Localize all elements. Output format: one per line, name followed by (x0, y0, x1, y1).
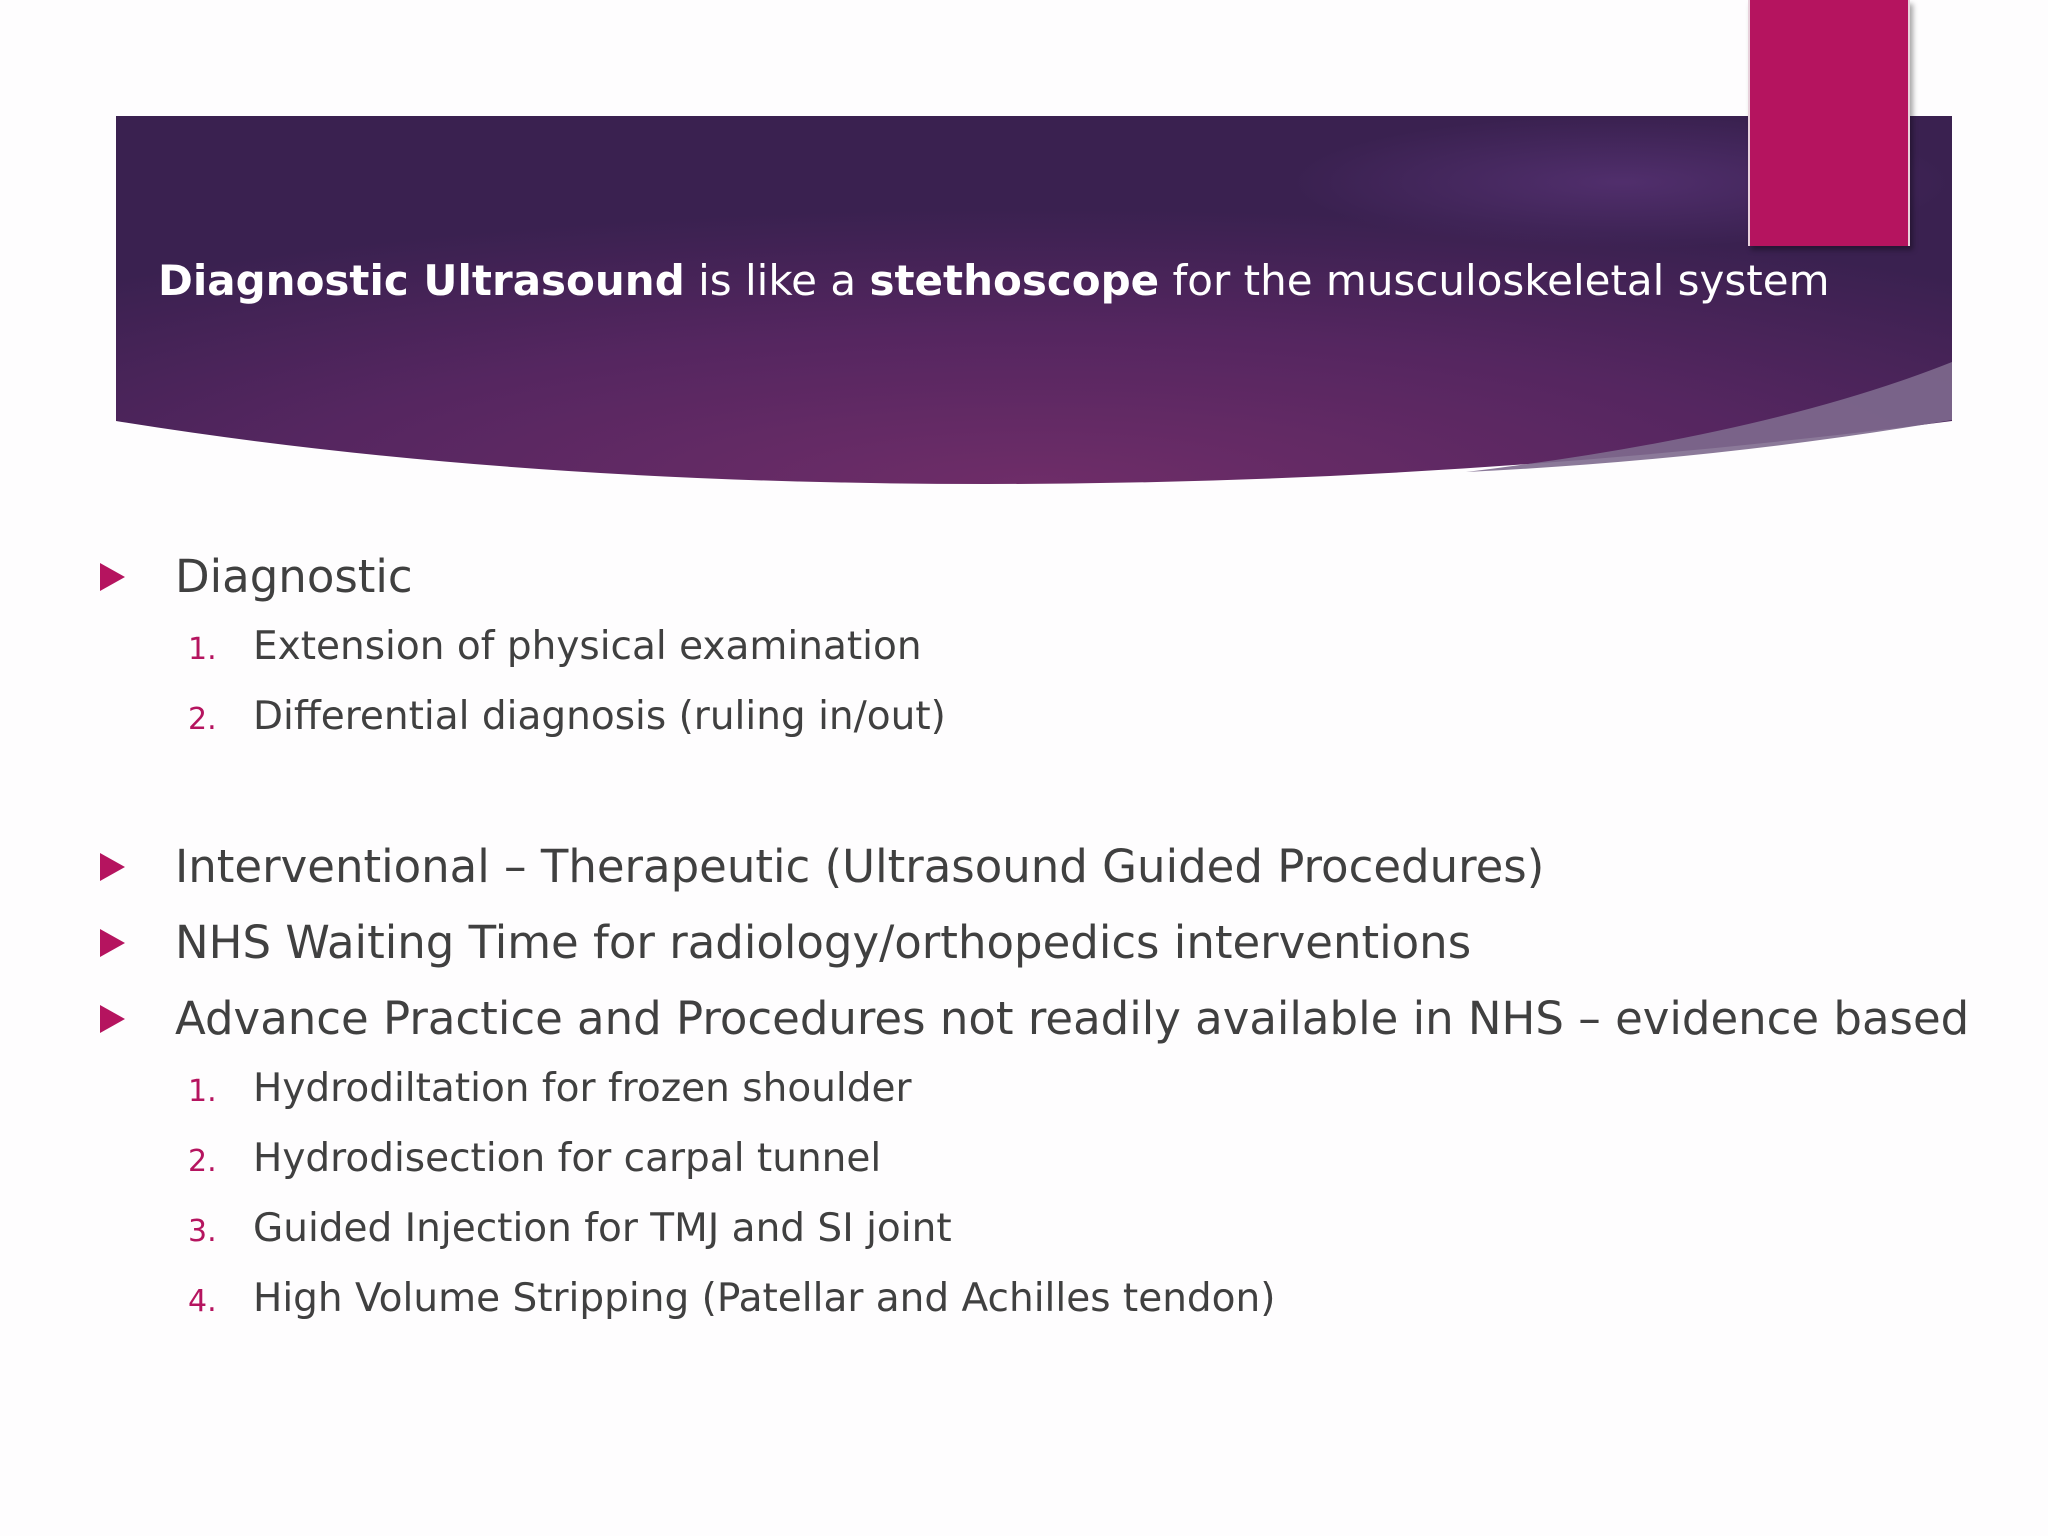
bullet-interventional (100, 840, 1544, 893)
subitem (188, 1206, 952, 1251)
title-text-2: is like a (684, 256, 870, 305)
subitem-text: Extension of physical examination (253, 624, 922, 669)
bullet-text: NHS Waiting Time for radiology/orthopedics interventions (175, 916, 1472, 969)
subitem-text: Hydrodiltation for frozen shoulder (253, 1066, 912, 1111)
subitem (188, 694, 946, 739)
subitem-number: 1. (188, 632, 217, 667)
triangle-right-icon (100, 853, 125, 881)
subitem-text: Guided Injection for TMJ and SI joint (253, 1206, 952, 1251)
title-text-4: for the musculoskeletal system (1159, 256, 1830, 305)
subitem (188, 1136, 881, 1181)
triangle-right-icon (100, 929, 125, 957)
bullet-nhs-waiting (100, 916, 1471, 969)
subitem-text: Hydrodisection for carpal tunnel (253, 1136, 882, 1181)
bullet-text: Interventional – Therapeutic (Ultrasound Guided Procedures) (175, 840, 1545, 893)
subitem (188, 624, 922, 669)
subitem-number: 2. (188, 702, 217, 737)
bullet-text: Advance Practice and Procedures not readily available in NHS – evidence based (175, 992, 1970, 1045)
subitem-number: 2. (188, 1144, 217, 1179)
subitem-text: Differential diagnosis (ruling in/out) (253, 694, 946, 739)
subitem-number: 1. (188, 1074, 217, 1109)
bullet-text: Diagnostic (175, 550, 413, 603)
subitem-number: 4. (188, 1284, 217, 1319)
triangle-right-icon (100, 1005, 125, 1033)
bullet-advance-practice (100, 992, 1969, 1045)
subitem-number: 3. (188, 1214, 217, 1249)
subitem-text: High Volume Stripping (Patellar and Achilles tendon) (253, 1276, 1276, 1321)
subitem (188, 1276, 1275, 1321)
title-bold-3: stethoscope (869, 256, 1160, 305)
title-bold-1: Diagnostic Ultrasound (158, 256, 685, 305)
bullet-diagnostic (100, 550, 413, 603)
subitem (188, 1066, 912, 1111)
triangle-right-icon (100, 563, 125, 591)
